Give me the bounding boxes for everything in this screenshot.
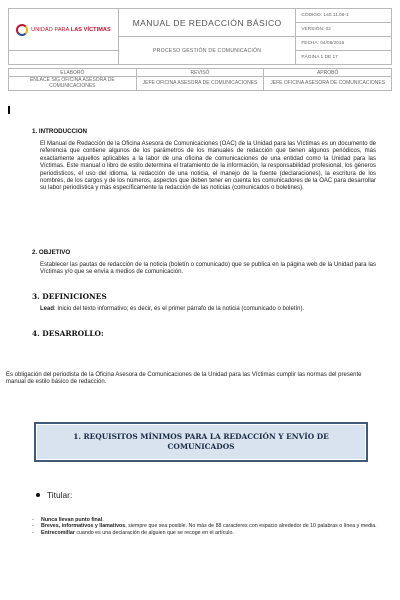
list-item: - Breves, informativos y llamativos, siempre que sea posible. No más de 88 caracteres con espacio alrededor de 10 palabras o línea y media.: [32, 523, 377, 530]
lead-definition: : Inicio del texto informativo; es decir, es el primer párrafo de la noticia (comunicado o boletín).: [54, 306, 305, 312]
requirements-heading-title: 1. REQUISITOS MÍNIMOS PARA LA REDACCIÓN Y ENVÍO DE COMUNICADOS: [36, 424, 366, 460]
dash-icon: -: [32, 517, 34, 523]
section-introduccion-heading: 1. INTRODUCCION: [32, 128, 88, 135]
bullet-dot-icon: [36, 493, 40, 497]
meta-code: CÓDIGO: 140.11.06-1: [296, 9, 392, 23]
signoff-elaboro-role: ENLACE SIG OFICINA ASESORA DE COMUNICACIONES: [9, 77, 137, 91]
process-name: PROCESO GESTIÓN DE COMUNICACIÓN: [118, 37, 295, 65]
section-definiciones-heading: 3. DEFINICIONES: [32, 292, 107, 301]
document-header-table: [8, 8, 392, 65]
section-objetivo-body: Establecer las pautas de redacción de la noticia (boletín o comunicado) que se publica en la página web de la Unidad para las Víctimas y/o que se envía a medios de comunicación.: [40, 262, 376, 276]
section-desarrollo-body: Es obligación del periodista de la Oficina Asesora de Comunicaciones de la Unidad para las Víctimas cumplir las normas del presente manual de estilo básico de redacción.: [6, 372, 362, 386]
logo-text: UNIDAD PARA LAS VÍCTIMAS: [31, 26, 111, 33]
signoff-table: [8, 68, 392, 91]
section-definiciones-body: [40, 306, 376, 313]
signoff-label-elaboro: ELABORÓ: [9, 69, 137, 77]
meta-date: FECHA: 04/08/2016: [296, 37, 392, 51]
logo-cell-filler: [9, 51, 119, 65]
signoff-label-aprobo: APROBÓ: [264, 69, 392, 77]
section-desarrollo-heading: 4. DESARROLLO:: [32, 329, 104, 338]
logo-cell: [9, 9, 119, 51]
section-introduccion-body: El Manual de Redacción de la Oficina Asesora de Comunicaciones (OAC) de la Unidad para las Víctimas es un documento de referencia que contiene algunos de los parámetros de los manuales de redacción que tienen algunos periódicos, más exactamente aquellos aplicables a la labor de una oficina de comunicaciones de una entidad como la Unidad para las Víctimas. Este manual o libro de estilo determina el tratamiento de la información, la responsabilidad profesional, los géneros periodísticos, el uso del idioma, la redacción de una noticia, el manejo de la fuente (declaraciones), la escritura de los nombres, de los cargos y de los números, aspectos que deben tener en cuenta los comunicadores de la OAC para desarrollar su labor periodística y más específicamente la redacción de las noticias (comunicados o boletines).: [40, 141, 376, 192]
list-item: - Nunca llevan punto final.: [32, 517, 104, 523]
dash-icon: -: [32, 529, 34, 536]
section-objetivo-heading: 2. OBJETIVO: [32, 249, 71, 256]
logo-emblem-icon: [16, 24, 28, 36]
requirements-heading-box: [34, 422, 368, 462]
text-cursor: [8, 106, 10, 114]
signoff-label-reviso: REVISÓ: [136, 69, 264, 77]
list-item: - Entrecomillar cuando es una declaración de alguien que se recoge en el artículo.: [32, 529, 234, 536]
unidad-victimas-logo: [9, 24, 118, 36]
document-title: MANUAL DE REDACCIÓN BÁSICO: [118, 9, 295, 37]
dash-icon: -: [32, 523, 34, 530]
titular-label: Titular:: [47, 490, 73, 500]
titular-bullet: [36, 490, 72, 500]
signoff-aprobo-role: JEFE OFICINA ASESORA DE COMUNICACIONES: [264, 77, 392, 91]
meta-page: PÁGINA 1 DE 17: [296, 51, 392, 65]
meta-version: VERSIÓN: 02: [296, 23, 392, 37]
signoff-reviso-role: JEFE OFICINA ASESORA DE COMUNICACIONES: [136, 77, 264, 91]
titular-rules-list: [32, 517, 382, 536]
lead-term: Lead: [40, 306, 55, 312]
